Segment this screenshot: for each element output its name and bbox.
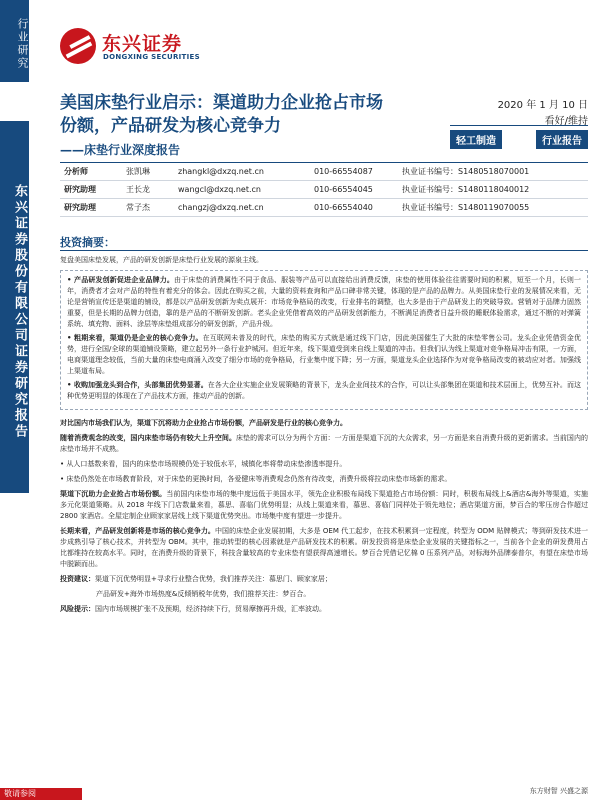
key-point-lead: • 粗期来看，渠道仍是企业的核心竞争力。 [67,334,203,342]
report-date: 2020 年 1 月 10 日 [497,100,588,111]
key-point [67,275,581,330]
company-logo [60,28,230,68]
key-point [67,380,581,402]
report-rating: 看好/维持 [450,110,588,126]
bullet-education: • 床垫仍然处在市场教育阶段，对于床垫的更换时间，各爱健床等消费观念仍然有待改变，消费升级将拉动床垫市场新的需求。 [60,475,452,483]
recommendation-2: 产品研发+海外市场热度&反倾销税年优势，我们推荐关注：梦百合。 [96,590,311,598]
analyst-email[interactable]: wangcl@dxzq.net.cn [174,181,310,199]
footer-disclaimer-link[interactable]: 敬请参阅 [0,788,82,800]
logo-en-text: DONGXING SECURITIES [103,53,200,61]
key-point-lead: • 收购加强龙头到合作，头部集团优势显著。 [67,381,208,389]
recommendation-label: 投资建议： [60,575,95,583]
paragraph-rnd [60,526,588,570]
recommendation [60,574,588,585]
paragraph-channel-text: 当前国内床垫市场的集中度远低于美国水平，领先企业积极布局线下渠道抢占市场份额：同时，积极布局线上&酒店&海外等渠道，实施多元化渠道策略。从 2018 年线下门店数量来看，慕思、喜临门优势明显；从线上渠道来看，慕思、喜临门同样处于领先地位；酒店渠道方面，梦百合的零压房合作超过 2800 家酒店。全屋定制企业顾家家居线上线下渠道优势突出。市场集中度有望进一步提升。 [60,490,588,520]
summary-divider [60,250,588,251]
analyst-phone: 010-66554087 [310,163,398,181]
summary-body [60,255,588,619]
table-row [60,181,588,199]
paragraph-market [60,433,588,455]
analyst-table [60,162,588,217]
paragraph-domestic-text: 对比国内市场我们认为，渠道下沉将助力企业抢占市场份额，产品研发是行业的核心竞争力。 [60,419,347,427]
bullet-population: • 从人口基数来看，国内的床垫市场规模仍处于较低水平，城镇化率将带动床垫渗透率提升。 [60,460,347,468]
risk-warning [60,604,588,615]
analyst-cert: 执业证书编号：S1480119070055 [398,199,588,217]
report-subtitle: ——床垫行业深度报告 [60,143,181,157]
analyst-phone: 010-66554045 [310,181,398,199]
analyst-phone: 010-66554040 [310,199,398,217]
analyst-cert: 执业证书编号：S1480518070001 [398,163,588,181]
logo-cn-text: 东兴证券 [102,33,183,55]
analyst-cert: 执业证书编号：S1480118040012 [398,181,588,199]
paragraph-channel [60,489,588,522]
paragraph-market-lead: 随着消费观念的改变，国内床垫市场仍有较大上升空间。 [60,434,237,442]
analyst-role: 研究助理 [60,199,122,217]
table-row [60,163,588,181]
sidebar-main-label: 东兴证券股份有限公司证券研究报告 [0,121,29,493]
key-point-lead: • 产品研发创新促进企业品牌力。 [67,276,175,284]
analyst-name: 张凯琳 [122,163,174,181]
paragraph-domestic [60,418,588,429]
paragraph-market-text: 床垫的需求可以分为两个方面：一方面是渠道下沉的大众需求，另一方面是来自消费升级的更新需求。当前国内的床垫市场并不成熟。 [60,434,589,453]
risk-text: 国内市场规模扩张不及预期，经济持续下行，贸易摩擦再升级，汇率波动。 [95,605,326,613]
tag-industry: 轻工制造 [450,130,502,149]
key-point-text: 由于床垫的消费属性不同于食品、服装等产品可以直接给出消费反馈，床垫的使用体验往往需要时间的积累，短至一个月，长则一年，消费者才会对产品的特性有着充分的体会。因此在购买之前，大量的资料查询和产品口碑非常关键，体现的是产品的品牌力。从美国床垫行业的发展情况来看，无论是营销宣传还是渠道的铺设，都是以产品研发创新为卖点展开：市场竞争格局的改变，行业排名的调整，也大多是由于产品研发上的突破导致。营销对于品牌力固然重要，但是长期的品牌力创造，靠的是产品的不断研发创新。老头企业凭借着高效的产品研发创新能力，不断满足消费者日益升级的睡眠体验需求，通过不断的对弹簧系统、填充物、面料、涂层等床垫组成部分的研发创新，产品升级。 [67,276,581,328]
risk-label: 风险提示： [60,605,95,613]
summary-intro: 复盘美国床垫发展，产品的研发创新是床垫行业发展的源泉主线。 [60,256,263,264]
analyst-name: 常子杰 [122,199,174,217]
analyst-email[interactable]: zhangkl@dxzq.net.cn [174,163,310,181]
analyst-name: 王长龙 [122,181,174,199]
paragraph-rnd-text: 中国的床垫企业发展初期，大多是 OEM 代工起步，在技术积累到一定程度，转型为 ODM 贴牌模式；等到研发技术进一步成熟引导了核心技术，并转型为 OBM。其中，推动转型的核心因素就是产品研发技术的积累。研发投资将是床垫企业发展的关键指标之一，当前各个企业的研发费用占比都维持在较高水平。同时，在消费升级的背景下，科技含量较高的专业床垫有望获得高速增长。梦百合凭借记忆棉 0 压系列产品，对标海外品牌泰普尔，有望在床垫市场中脱颖而出。 [60,527,589,568]
report-tags [450,130,588,149]
analyst-role: 分析师 [60,163,122,181]
key-point-text: 在各大企业实施企业发展策略的背景下，龙头企业间技术的合作，可以让头部集团在渠道和技术层面上，优势互补。而这种优势更明显的体现在了产品技术方面，推动产品的创新。 [67,381,581,400]
sidebar-top-label: 行业研究 [0,0,29,82]
table-row [60,199,588,217]
analyst-email[interactable]: changzj@dxzq.net.cn [174,199,310,217]
logo-emblem-icon [60,28,96,64]
paragraph-rnd-lead: 长期来看，产品研发创新将是市场的核心竞争力。 [60,527,215,535]
analyst-role: 研究助理 [60,181,122,199]
key-point [67,333,581,377]
report-title: 美国床垫行业启示：渠道助力企业抢占市场份额，产品研发为核心竞争力 [60,93,383,136]
key-points-box [60,270,588,410]
report-meta [450,96,588,149]
tag-type: 行业报告 [536,130,588,149]
summary-heading: 投资摘要： [60,236,115,249]
paragraph-channel-lead: 渠道下沉助力企业抢占市场份额。 [60,490,167,498]
key-point-text: 在互联网未普及的时代，床垫的购买方式就是通过线下门店，因此美国催生了大批的床垫零售公司。龙头企业凭借资金优势，进行全国/全球的渠道铺设策略，建立起另外一条行业护城河。但近年来，线下渠道受到来自线上渠道的冲击。但我们认为线上渠道对竞争格局冲击有限，一方面，电商渠道理念较低，当前大量的床垫电商涌入改变了细分市场的竞争格局，行业集中度下降；另一方面，渠道龙头企业选择作为对竞争格局改变的被动应对者。加强线上渠道布局。 [67,334,581,375]
footer-slogan: 东方财智 兴盛之源 [529,787,588,795]
recommendation-1: 渠道下沉优势明显+寻求行业整合优势，我们推荐关注：慕思门、顾家家居； [95,575,332,583]
left-sidebar [0,0,29,800]
